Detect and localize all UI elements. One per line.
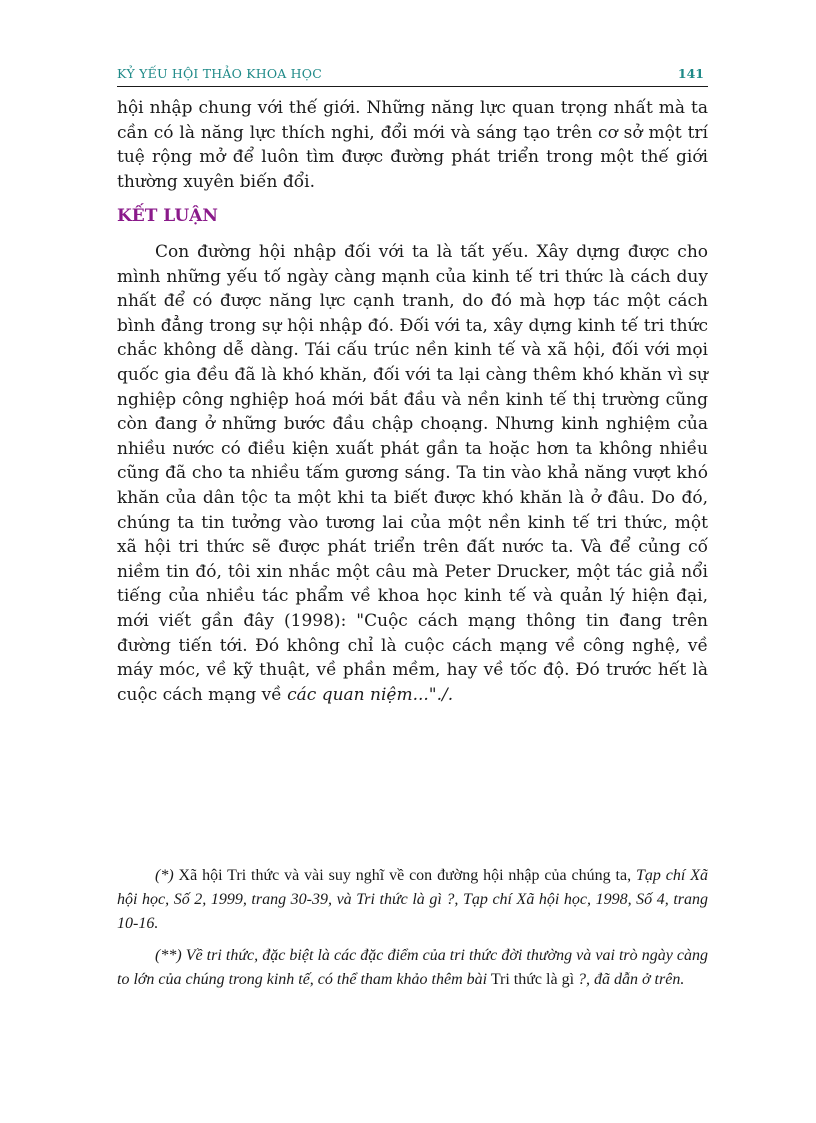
footnote-2-title: Tri thức là gì [487, 971, 579, 988]
footnote-1-source: Tạp chí Xã hội học, Số 2, 1999, trang 30-39, và Tri thức là gì ?, Tạp chí Xã hội học, 1998, Số 4, trang 10-16. [117, 867, 708, 932]
page-number: 141 [677, 66, 704, 81]
conclusion-paragraph [117, 240, 708, 707]
conclusion-text: Con đường hội nhập đối với ta là tất yếu. Xây dựng được cho mình những yếu tố ngày càng mạnh của kinh tế tri thức là cách duy nhất để có được năng lực cạnh tranh, do đó mà hợp tác một cách bình đẳng trong sự hội nhập đó. Đối với ta, xây dựng kinh tế tri thức chắc không dễ dàng. Tái cấu trúc nền kinh tế và xã hội, đối với mọi quốc gia đều đã là khó khăn, đối với ta lại càng thêm khó khăn vì sự nghiệp công nghiệp hoá mới bắt đầu và nền kinh tế thị trường cũng còn đang ở những bước đầu chập choạng. Nhưng kinh nghiệm của nhiều nước có điều kiện xuất phát gần ta hoặc hơn ta không nhiều cũng đã cho ta nhiều tấm gương sáng. Ta tin vào khả năng vượt khó khăn của dân tộc ta một khi ta biết được khó khăn là ở đâu. Do đó, chúng ta tin tưởng vào tương lai của một nền kinh tế tri thức, một xã hội tri thức sẽ được phát triển trên đất nước ta. Và để củng cố niềm tin đó, tôi xin nhắc một câu mà Peter Drucker, một tác giả nổi tiếng của nhiều tác phẩm về khoa học kinh tế và quản lý hiện đại, mới viết gần đây (1998): "Cuộc cách mạng thông tin đang trên đường tiến tới. Đó không chỉ là cuộc cách mạng về công nghệ, về máy móc, về kỹ thuật, về phần mềm, hay về tốc độ. Đó trước hết là cuộc cách mạng về [117, 242, 708, 705]
footnote-1-mark: (*) [155, 867, 174, 884]
footnotes [117, 864, 708, 1000]
footnote-1-text: Xã hội Tri thức và vài suy nghĩ về con đường hội nhập của chúng ta, [173, 867, 636, 884]
header-title: KỶ YẾU HỘI THẢO KHOA HỌC [117, 66, 322, 81]
conclusion-italic-end: các quan niệm..."./. [287, 684, 454, 705]
intro-paragraph: hội nhập chung với thế giới. Những năng lực quan trọng nhất mà ta cần có là năng lực thích nghi, đổi mới và sáng tạo trên cơ sở một trí tuệ rộng mở để luôn tìm được đường phát triển trong một thế giới thường xuyên biến đổi. [117, 98, 708, 192]
running-header [117, 64, 708, 87]
footnote-1 [117, 864, 708, 936]
footnote-2-text: (**) Về tri thức, đặc biệt là các đặc điểm của tri thức đời thường và vai trò ngày càng to lớn của chúng trong kinh tế, có thể tham khảo thêm bài [117, 947, 708, 988]
footnote-2 [117, 944, 708, 992]
section-heading: KẾT LUẬN [117, 206, 218, 226]
footnote-2-end: ?, đã dẫn ở trên. [578, 971, 685, 988]
